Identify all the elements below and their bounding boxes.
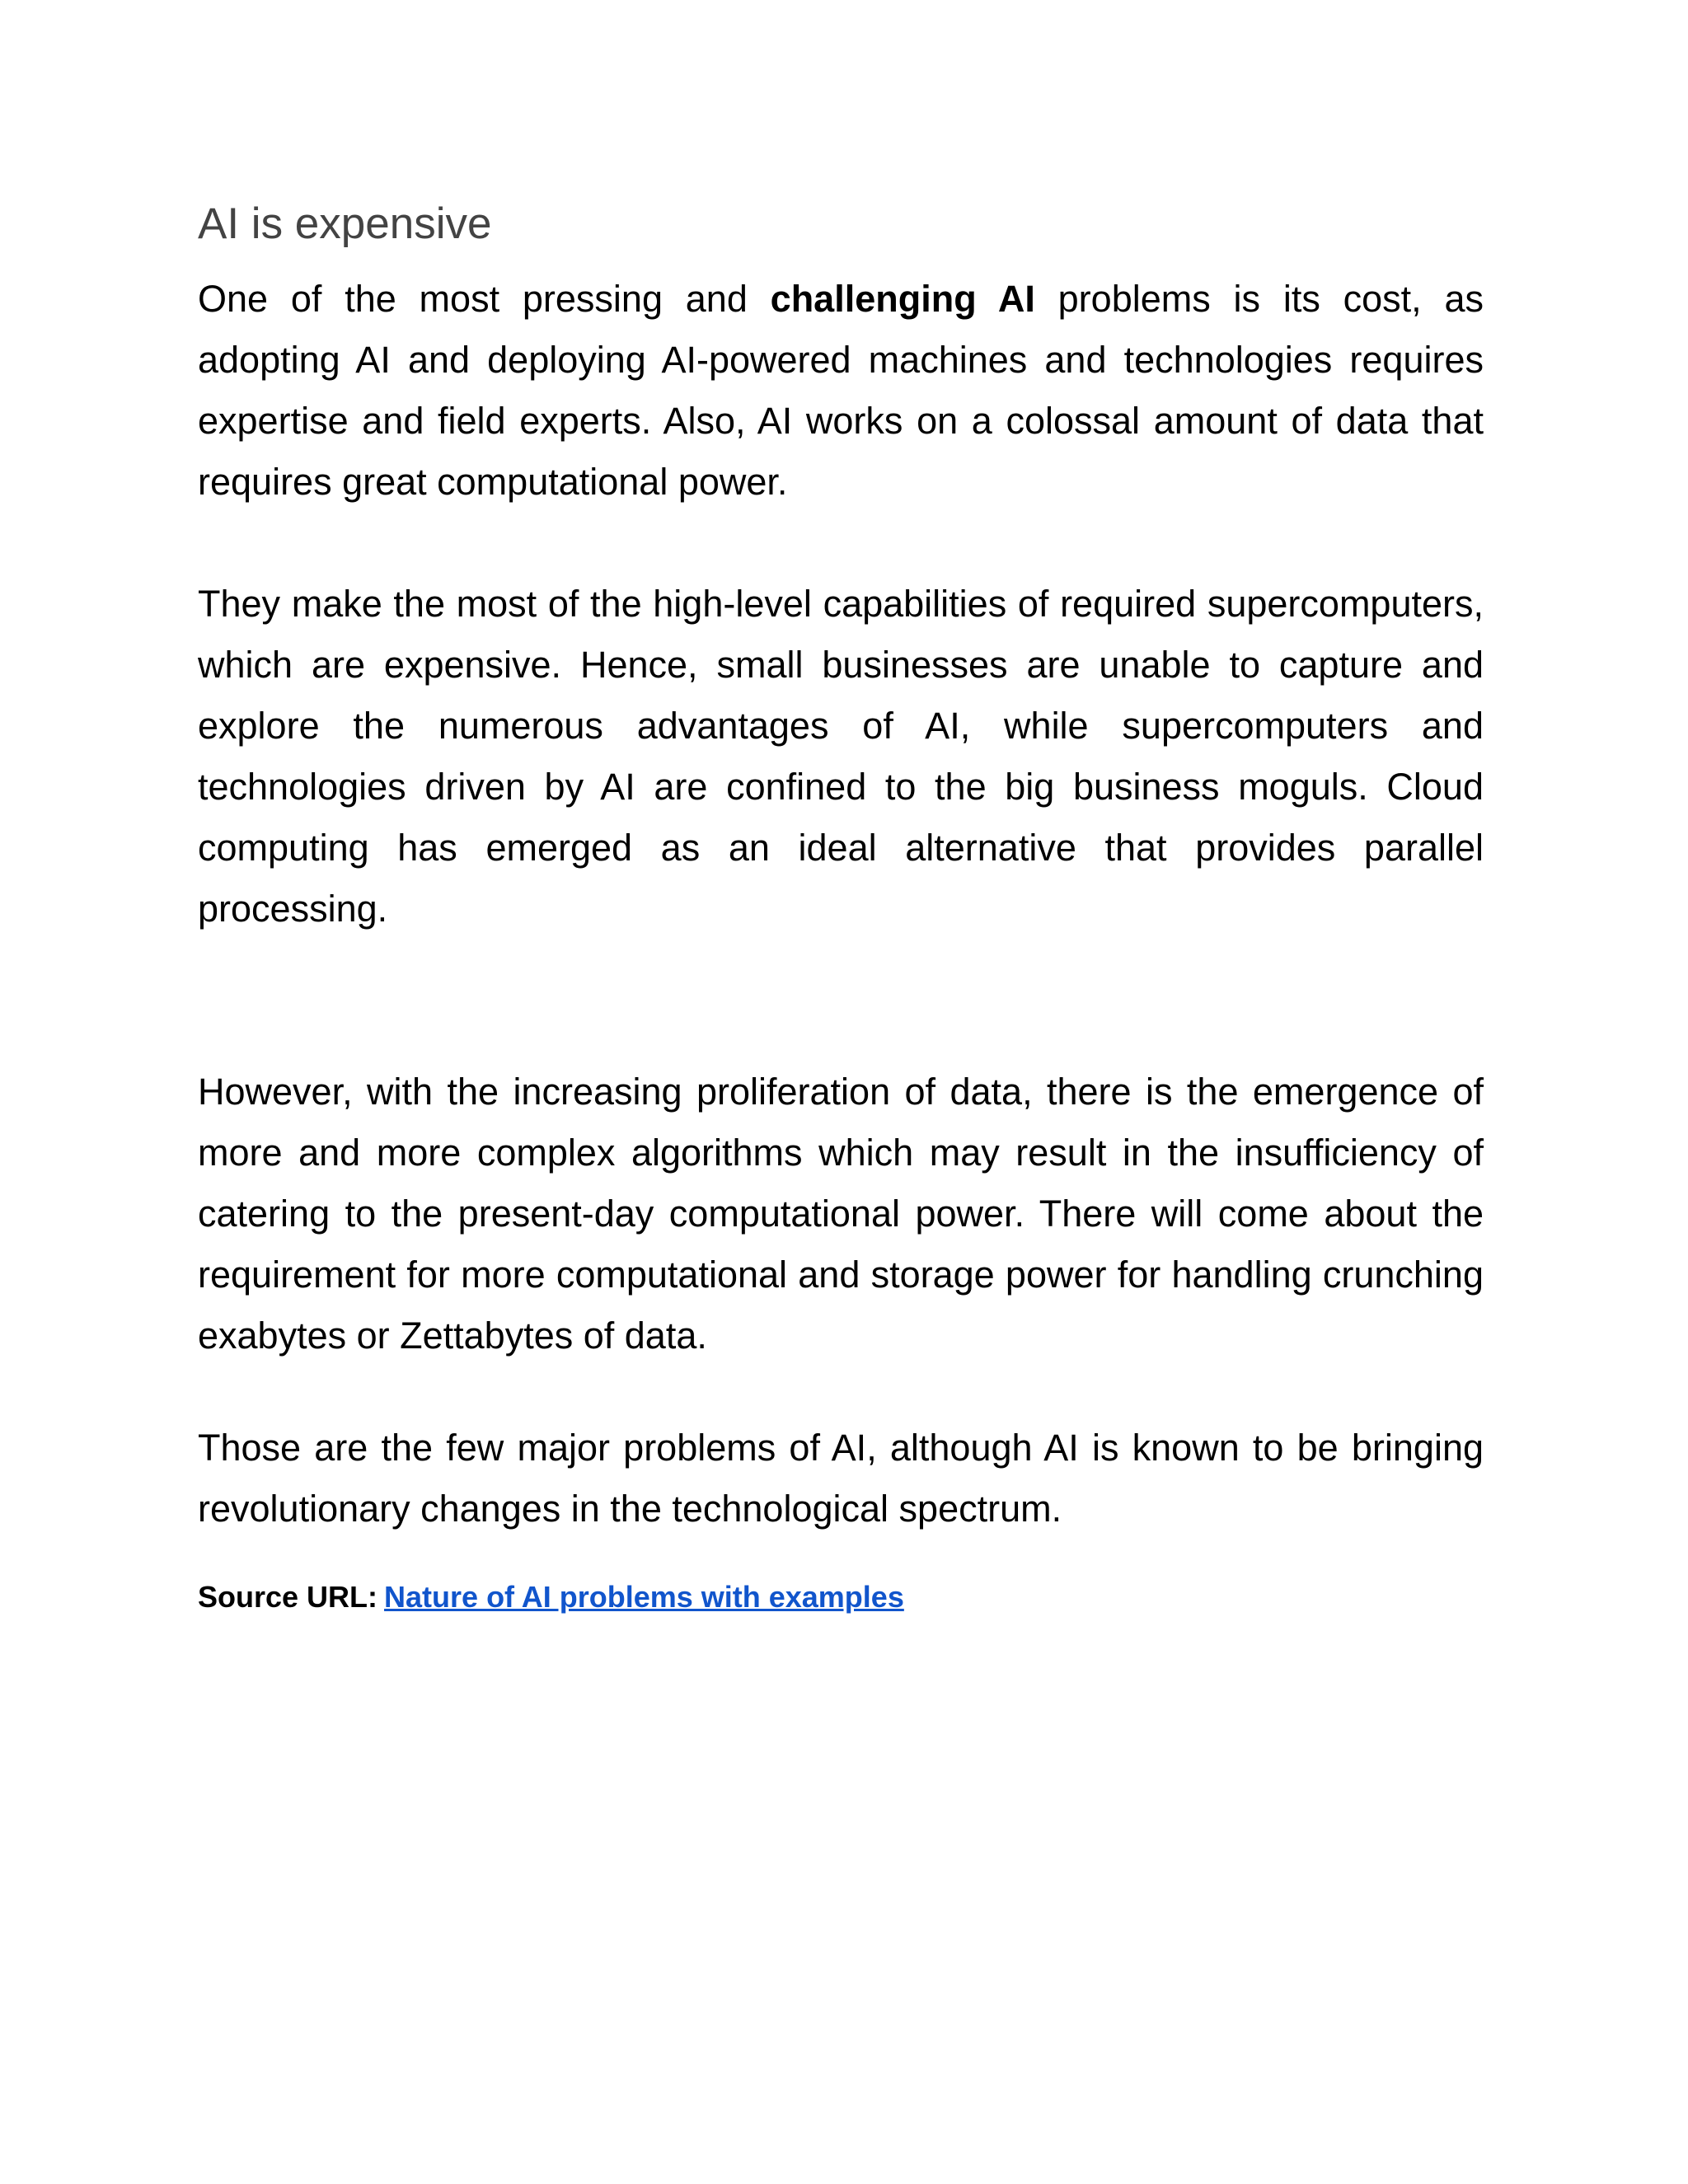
paragraph-supercomputers: They make the most of the high-level capabilities of required supercomputers, which are expensive. Hence, small businesses are unable to capture and explore the numerous advantages of AI, while supercomputers and technologies driven by AI are confined to the big business moguls. Cloud computing has emerged as an ideal alternative that provides parallel processing. <box>198 583 1484 930</box>
paragraph-cost-bold-term: challenging AI <box>770 278 1035 320</box>
source-line <box>198 1577 1484 1617</box>
section-heading: AI is expensive <box>198 199 492 248</box>
paragraph-cost-text-end: problems is its cost, as adopting AI and deploying AI-powered machines and technologies requires expertise and field experts. Also, AI works on a colossal amount of data that requires great computational power. <box>198 278 1484 503</box>
paragraph-cost-text-start: One of the most pressing and <box>198 278 771 320</box>
source-link[interactable]: Nature of AI problems with examples <box>384 1580 904 1614</box>
source-label: Source URL: <box>198 1580 378 1614</box>
paragraph-data-proliferation: However, with the increasing proliferation of data, there is the emergence of more and more complex algorithms which may result in the insufficiency of catering to the present-day computational power. There will come about the requirement for more computational and storage power for handling crunching exabytes or Zettabytes of data. <box>198 1071 1484 1357</box>
paragraph-cost <box>198 269 1484 513</box>
paragraph-conclusion: Those are the few major problems of AI, although AI is known to be bringing revolutionary changes in the technological spectrum. <box>198 1427 1484 1530</box>
document-content <box>198 194 1484 1617</box>
